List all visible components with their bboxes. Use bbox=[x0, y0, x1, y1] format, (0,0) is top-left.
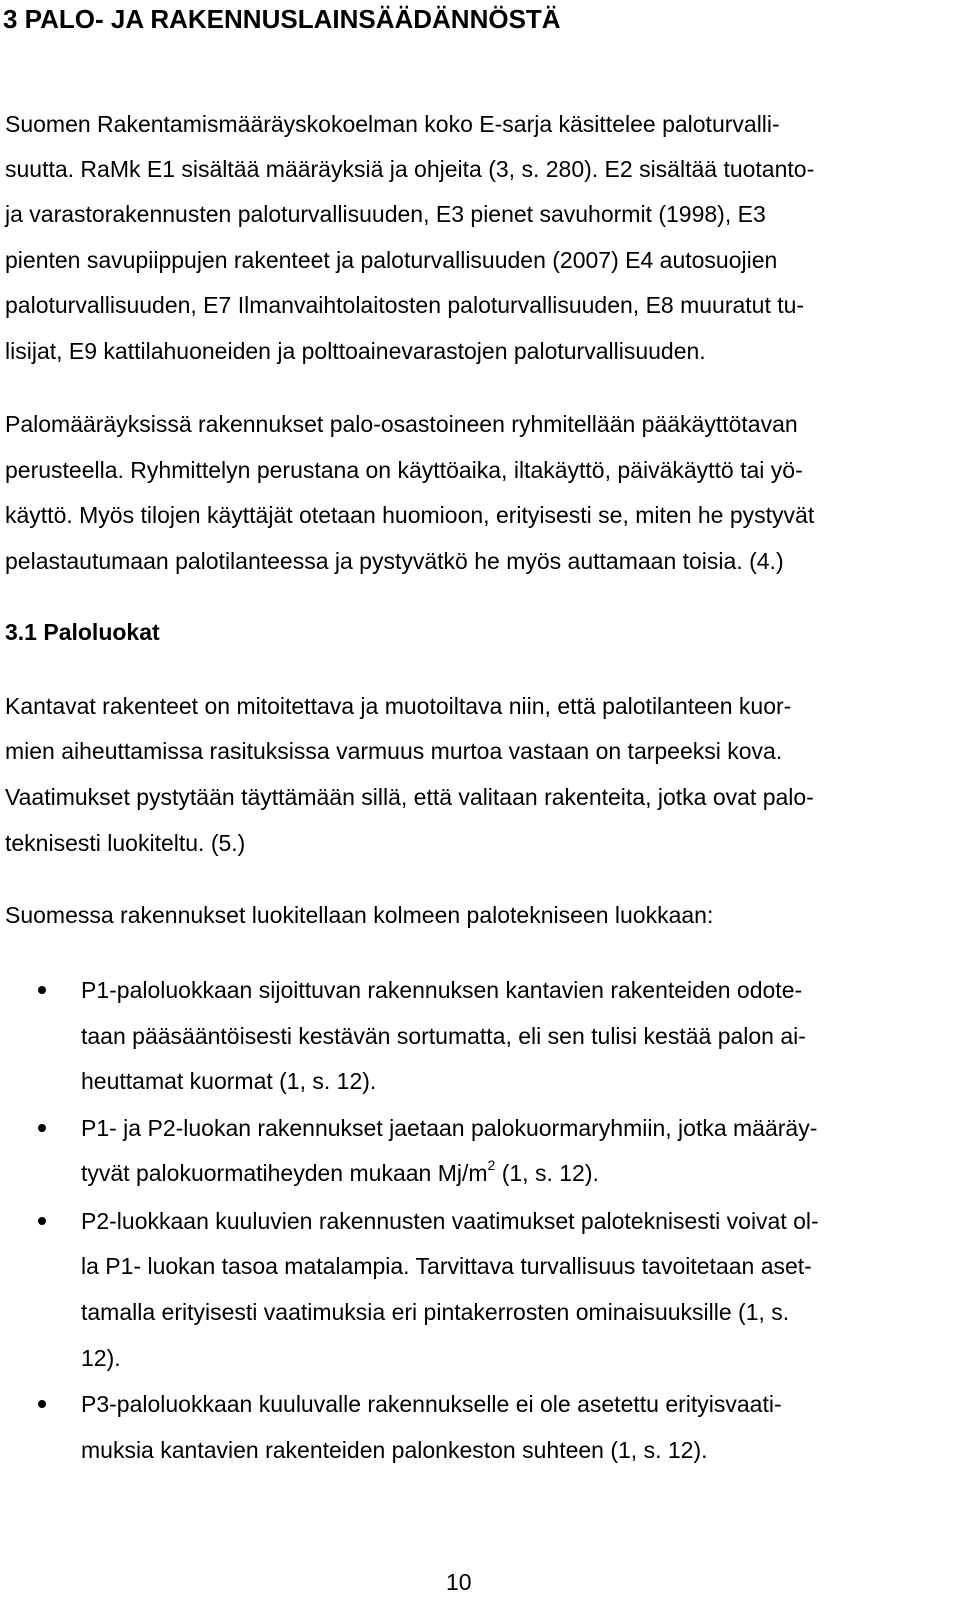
grouping-line-1: Palomääräyksissä rakennukset palo-osastoineen ryhmitellään pääkäyttötavan bbox=[5, 411, 798, 437]
load-bearing-line-3: Vaatimukset pystytään täyttämään sillä, että valitaan rakenteita, jotka ovat palo- bbox=[5, 784, 814, 810]
list-item-line: P3-paloluokkaan kuuluvalle rakennukselle ei ole asetettu erityisvaati- bbox=[81, 1391, 782, 1417]
list-item-line: heuttamat kuormat (1, s. 12). bbox=[81, 1068, 377, 1094]
list-item-line: P1-paloluokkaan sijoittuvan rakennuksen kantavien rakenteiden odote- bbox=[81, 977, 803, 1003]
intro-line-5: paloturvallisuuden, E7 Ilmanvaihtolaitosten paloturvallisuuden, E8 muuratut tu- bbox=[5, 292, 805, 318]
citation-text: (1, s. 12). bbox=[495, 1160, 599, 1186]
list-item-line bbox=[81, 1159, 599, 1187]
list-item-line: P1- ja P2-luokan rakennukset jaetaan palokuormaryhmiin, jotka määräy- bbox=[81, 1115, 818, 1141]
chapter-heading: 3 PALO- JA RAKENNUSLAINSÄÄDÄNNÖSTÄ bbox=[3, 4, 561, 34]
bullet-icon bbox=[38, 1217, 46, 1225]
bullet-icon bbox=[38, 986, 46, 994]
load-bearing-line-4: teknisesti luokiteltu. (5.) bbox=[5, 830, 246, 856]
list-item-line: tamalla erityisesti vaatimuksia eri pintakerrosten ominaisuuksille (1, s. bbox=[81, 1299, 790, 1325]
intro-line-3: ja varastorakennusten paloturvallisuuden, E3 pienet savuhormit (1998), E3 bbox=[5, 201, 766, 227]
section-heading: 3.1 Paloluokat bbox=[5, 619, 160, 645]
intro-line-4: pienten savupiippujen rakenteet ja paloturvallisuuden (2007) E4 autosuojien bbox=[5, 247, 778, 273]
list-item-line: la P1- luokan tasoa matalampia. Tarvittava turvallisuus tavoitetaan aset- bbox=[81, 1253, 812, 1279]
intro-line-2: suutta. RaMk E1 sisältää määräyksiä ja ohjeita (3, s. 280). E2 sisältää tuotanto- bbox=[5, 156, 815, 182]
page-number: 10 bbox=[446, 1569, 472, 1595]
grouping-line-3: käyttö. Myös tilojen käyttäjät otetaan huomioon, erityisesti se, miten he pystyvät bbox=[5, 502, 815, 528]
grouping-line-4: pelastautumaan palotilanteessa ja pystyvätkö he myös auttamaan toisia. (4.) bbox=[5, 548, 784, 574]
list-item-line: 12). bbox=[81, 1345, 121, 1371]
bullet-icon bbox=[38, 1124, 46, 1132]
load-bearing-line-2: mien aiheuttamissa rasituksissa varmuus murtoa vastaan on tarpeeksi kova. bbox=[5, 738, 783, 764]
unit-text: tyvät palokuormatiheyden mukaan Mj/m bbox=[81, 1160, 488, 1186]
load-bearing-line-1: Kantavat rakenteet on mitoitettava ja muotoiltava niin, että palotilanteen kuor- bbox=[5, 693, 792, 719]
list-item-line: P2-luokkaan kuuluvien rakennusten vaatimukset paloteknisesti voivat ol- bbox=[81, 1208, 819, 1234]
bullet-icon bbox=[38, 1400, 46, 1408]
list-item-line: muksia kantavien rakenteiden palonkeston suhteen (1, s. 12). bbox=[81, 1437, 708, 1463]
grouping-line-2: perusteella. Ryhmittelyn perustana on käyttöaika, iltakäyttö, päiväkäyttö tai yö- bbox=[5, 457, 803, 483]
superscript-exponent: 2 bbox=[487, 1157, 496, 1174]
intro-line-6: lisijat, E9 kattilahuoneiden ja polttoainevarastojen paloturvallisuuden. bbox=[5, 338, 706, 364]
list-item-line: taan pääsääntöisesti kestävän sortumatta, eli sen tulisi kestää palon ai- bbox=[81, 1023, 806, 1049]
intro-line-1: Suomen Rakentamismääräyskokoelman koko E-sarja käsittelee paloturvalli- bbox=[5, 111, 780, 137]
classification-intro: Suomessa rakennukset luokitellaan kolmeen palotekniseen luokkaan: bbox=[5, 902, 714, 928]
